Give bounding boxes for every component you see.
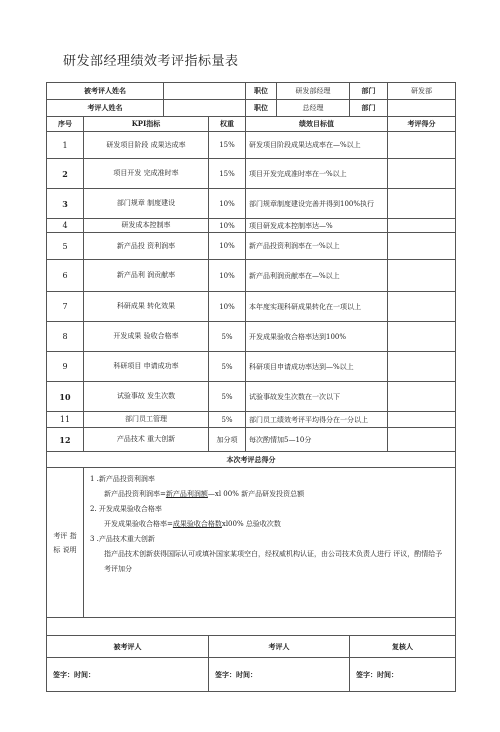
note-formula-1: [90, 487, 449, 502]
row-target: 新产品利润贡献率在—%以上: [246, 260, 388, 292]
evaluatee-name-field[interactable]: [164, 83, 246, 100]
total-score-label: 本次考评总得分: [47, 452, 456, 468]
col-header-weight: 权重: [209, 117, 246, 132]
table-row: [47, 322, 456, 352]
row-target: 项目开发完成准时率在一%以上: [246, 159, 388, 189]
row-kpi: 新产品利 润贡献率: [84, 260, 209, 292]
row-kpi: 部门员工管理: [84, 412, 209, 428]
row-weight: 10%: [209, 233, 246, 260]
row-index: 5: [47, 233, 84, 260]
evaluatee-name-label: 被考评人姓名: [47, 83, 164, 100]
row-index: 8: [47, 322, 84, 352]
table-row: [47, 159, 456, 189]
row-weight: 10%: [209, 292, 246, 322]
row-weight: 10%: [209, 219, 246, 233]
note-text: —xl 00% 新产品研发投资总额: [207, 490, 305, 498]
row-index: 1: [47, 132, 84, 159]
note-text: 新产品投资利润率=: [104, 490, 166, 498]
row-kpi: 科研成果 转化效果: [84, 292, 209, 322]
table-row: [47, 219, 456, 233]
row-weight: 5%: [209, 322, 246, 352]
position-label-text: 职位: [246, 100, 277, 116]
row-kpi: 研发项目阶段 成果达成率: [84, 132, 209, 159]
note-text: 成果验收合格数: [172, 520, 222, 528]
row-score-field[interactable]: [388, 412, 456, 428]
signature-evaluator-field[interactable]: 签字：时间：: [209, 658, 350, 692]
col-header-target: 绩效目标值: [246, 117, 388, 132]
row-score-field[interactable]: [388, 132, 456, 159]
row-target: 科研项目申请成功率达到—%以上: [246, 352, 388, 382]
evaluatee-dept-value: 研发部: [388, 83, 456, 100]
row-kpi: 项目开发 完成准时率: [84, 159, 209, 189]
evaluatee-position-value: 研发部经理: [295, 87, 331, 95]
signature-evaluator-label: 考评人: [209, 636, 350, 658]
row-index: 10: [47, 382, 84, 412]
signature-reviewer-field[interactable]: 签字：时间：: [350, 658, 456, 692]
evaluation-table: [46, 82, 456, 692]
evaluator-dept-label: 部门: [350, 100, 388, 117]
evaluator-name-label: 考评人姓名: [47, 100, 164, 117]
table-row: [47, 412, 456, 428]
row-kpi: 开发成果 验收合格率: [84, 322, 209, 352]
note-text: xl00% 总验收次数: [221, 520, 281, 528]
row-weight: 5%: [209, 412, 246, 428]
row-index: 11: [47, 412, 84, 428]
row-index: 2: [47, 159, 84, 189]
note-line: 2. 开发成果验收合格率: [90, 505, 162, 513]
row-weight: 5%: [209, 352, 246, 382]
row-kpi: 部门规章 制度建设: [84, 189, 209, 219]
row-kpi: 产品技术 重大创新: [84, 428, 209, 452]
note-line: 指产品技术创新获得国际认可或填补国家某项空白，经权威机构认证，由公司技术负责人进行 评议，酌情给予考评加分: [104, 550, 443, 573]
note-line: 3 .产品技术重大创新: [90, 535, 155, 543]
col-header-index: 序号: [47, 117, 84, 132]
note-text: 开发成果验收合格率=: [104, 520, 173, 528]
row-score-field[interactable]: [388, 292, 456, 322]
col-header-kpi: KPI指标: [84, 117, 209, 132]
evaluator-position-label: [246, 100, 350, 117]
row-weight: 15%: [209, 159, 246, 189]
row-target: 部门规章制度建设完善并得到100%执行: [246, 189, 388, 219]
table-row: [47, 260, 456, 292]
row-target: 项目研发成本控制率达—%: [246, 219, 388, 233]
table-row: [47, 352, 456, 382]
row-score-field[interactable]: [388, 428, 456, 452]
row-target: 研发项目阶段成果达成率在—%以上: [246, 132, 388, 159]
evaluatee-position-label: [246, 83, 350, 100]
row-index: 7: [47, 292, 84, 322]
signature-reviewer-label: 复核人: [350, 636, 456, 658]
row-target: 本年度实现科研成果转化在一项以上: [246, 292, 388, 322]
table-row: [47, 132, 456, 159]
row-score-field[interactable]: [388, 233, 456, 260]
table-row: [47, 189, 456, 219]
signature-evaluatee-label: 被考评人: [47, 636, 209, 658]
notes-body: [84, 468, 456, 618]
evaluator-dept-value[interactable]: [388, 100, 456, 117]
row-index: 6: [47, 260, 84, 292]
row-target: 每次酌情加5—10分: [246, 428, 388, 452]
row-score-field[interactable]: [388, 159, 456, 189]
row-kpi: 新产品投 资利润率: [84, 233, 209, 260]
row-index: 3: [47, 189, 84, 219]
spacer: [47, 618, 456, 636]
table-row: [47, 428, 456, 452]
row-weight: 10%: [209, 189, 246, 219]
row-target: 试验事故发生次数在一次以下: [246, 382, 388, 412]
notes-label: 考评 指 标 说明: [47, 468, 84, 618]
position-label-text: 职位: [246, 83, 277, 99]
col-header-score: 考评得分: [388, 117, 456, 132]
note-line: 1 .新产品投资利润率: [90, 475, 155, 483]
row-weight: 15%: [209, 132, 246, 159]
row-kpi: 研发成本控制率: [84, 219, 209, 233]
row-score-field[interactable]: [388, 382, 456, 412]
row-weight: 10%: [209, 260, 246, 292]
row-score-field[interactable]: [388, 189, 456, 219]
row-score-field[interactable]: [388, 322, 456, 352]
page-title: 研发部经理绩效考评指标量表: [63, 54, 239, 69]
row-target: 开发成果验收合格率达到100%: [246, 322, 388, 352]
signature-evaluatee-field[interactable]: 签字：时间：: [47, 658, 209, 692]
row-target: 新产品投资利润率在一%以上: [246, 233, 388, 260]
row-index: 9: [47, 352, 84, 382]
note-formula-2: [90, 517, 449, 532]
row-weight: 5%: [209, 382, 246, 412]
row-score-field[interactable]: [388, 260, 456, 292]
row-kpi: 科研项目 申请成功率: [84, 352, 209, 382]
table-row: [47, 233, 456, 260]
table-row: [47, 382, 456, 412]
row-kpi: 试验事故 发生次数: [84, 382, 209, 412]
row-index: 12: [47, 428, 84, 452]
row-score-field[interactable]: [388, 352, 456, 382]
note-text: 新产品利润额: [165, 490, 208, 498]
row-weight: 加分项: [209, 428, 246, 452]
evaluator-name-field[interactable]: [164, 100, 246, 117]
row-target: 部门员工绩效考评平均得分在一分以上: [246, 412, 388, 428]
row-score-field[interactable]: [388, 219, 456, 233]
evaluatee-dept-label: 部门: [350, 83, 388, 100]
table-row: [47, 292, 456, 322]
row-index: 4: [47, 219, 84, 233]
evaluator-position-value: 总经理: [302, 104, 324, 112]
